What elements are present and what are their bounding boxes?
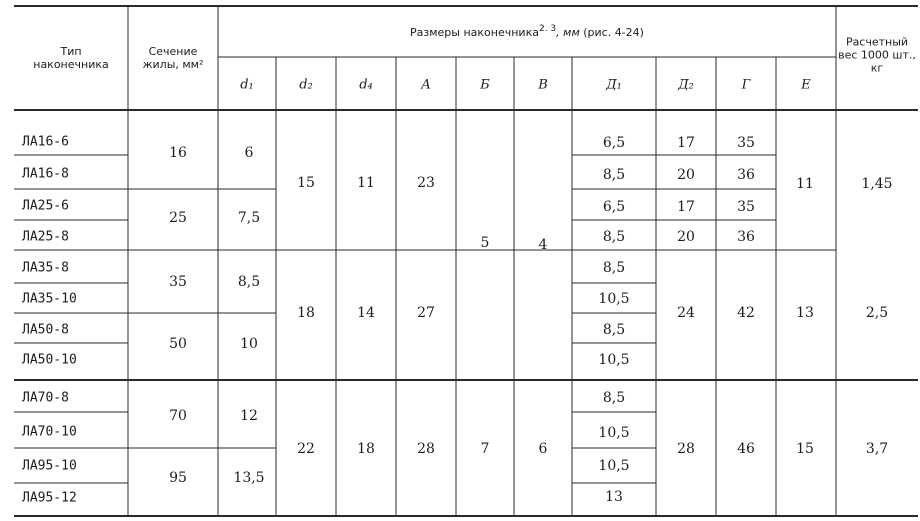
d2-value: 15 — [297, 175, 315, 191]
row-type: ЛА16-6 — [22, 134, 69, 150]
d1-hole-value: 10,5 — [598, 425, 630, 441]
d2-width-value: 17 — [677, 135, 695, 151]
b-value: 7 — [480, 441, 490, 457]
row-type: ЛА70-10 — [22, 424, 77, 440]
d2-width-value: 20 — [677, 167, 695, 183]
g-value: 36 — [737, 229, 755, 245]
d1-value: 13,5 — [233, 470, 265, 486]
d1-hole-value: 8,5 — [602, 167, 626, 183]
v-value: 4 — [538, 237, 548, 253]
v-value: 6 — [538, 441, 548, 457]
d1-value: 12 — [240, 408, 258, 424]
d1-hole-value: 8,5 — [602, 260, 626, 276]
d1-value: 7,5 — [237, 210, 261, 226]
g-value: 35 — [737, 135, 755, 151]
header-dimensions-unit: , мм — [556, 25, 580, 39]
header-dimensions — [227, 23, 827, 39]
d2-value: 18 — [297, 305, 315, 321]
section-value: 95 — [169, 470, 187, 486]
row-type: ЛА16-8 — [22, 166, 69, 182]
weight-value: 2,5 — [865, 305, 889, 321]
d1-hole-value: 10,5 — [598, 352, 630, 368]
d1-hole-value: 10,5 — [598, 291, 630, 307]
d4-value: 11 — [357, 175, 375, 191]
d2-width-value: 24 — [677, 305, 695, 321]
header-weight: Расчетный вес 1000 шт., кг — [838, 35, 916, 75]
row-type: ЛА25-6 — [22, 198, 69, 214]
row-type: ЛА35-8 — [22, 260, 69, 276]
d2-value: 22 — [297, 441, 315, 457]
section-value: 50 — [169, 336, 187, 352]
header-a: А — [421, 77, 431, 93]
header-d2-width: Д₂ — [678, 77, 694, 93]
header-v: В — [538, 77, 548, 93]
header-d1-hole: Д₁ — [606, 77, 622, 93]
header-e: Е — [801, 77, 811, 93]
d1-hole-value: 10,5 — [598, 458, 630, 474]
row-type: ЛА95-10 — [22, 458, 77, 474]
g-value: 42 — [737, 305, 755, 321]
d2-width-value: 28 — [677, 441, 695, 457]
weight-value: 3,7 — [865, 441, 889, 457]
a-value: 27 — [417, 305, 435, 321]
g-value: 36 — [737, 167, 755, 183]
a-value: 23 — [417, 175, 435, 191]
header-type: Тип наконечника — [33, 45, 109, 71]
d1-value: 10 — [240, 336, 258, 352]
header-dimensions-sup: 2. 3 — [538, 24, 557, 35]
d1-hole-value: 6,5 — [602, 135, 626, 151]
section-value: 16 — [169, 145, 187, 161]
header-dimensions-ref: (рис. 4-24) — [583, 25, 644, 39]
d2-width-value: 17 — [677, 199, 695, 215]
e-value: 13 — [796, 305, 814, 321]
b-value: 5 — [480, 235, 490, 251]
a-value: 28 — [417, 441, 435, 457]
section-value: 70 — [169, 408, 187, 424]
d4-value: 14 — [357, 305, 375, 321]
row-type: ЛА50-8 — [22, 322, 69, 338]
g-value: 35 — [737, 199, 755, 215]
section-value: 35 — [169, 274, 187, 290]
header-d4: d₄ — [359, 77, 373, 93]
g-value: 46 — [737, 441, 755, 457]
row-type: ЛА25-8 — [22, 229, 69, 245]
d1-hole-value: 8,5 — [602, 229, 626, 245]
e-value: 15 — [796, 441, 814, 457]
d2-width-value: 20 — [677, 229, 695, 245]
header-b: Б — [480, 77, 490, 93]
d1-value: 8,5 — [237, 274, 261, 290]
d1-value: 6 — [244, 145, 254, 161]
header-section: Сечение жилы, мм² — [142, 45, 204, 71]
d1-hole-value: 8,5 — [602, 322, 626, 338]
header-dimensions-prefix: Размеры наконечника — [410, 25, 539, 39]
header-d2: d₂ — [299, 77, 313, 93]
row-type: ЛА50-10 — [22, 352, 77, 368]
d1-hole-value: 6,5 — [602, 199, 626, 215]
section-value: 25 — [169, 210, 187, 226]
weight-value: 1,45 — [861, 176, 893, 192]
row-type: ЛА35-10 — [22, 291, 77, 307]
d1-hole-value: 8,5 — [602, 390, 626, 406]
header-g: Г — [741, 77, 751, 93]
row-type: ЛА70-8 — [22, 390, 69, 406]
header-d1: d₁ — [240, 77, 254, 93]
d4-value: 18 — [357, 441, 375, 457]
e-value: 11 — [796, 176, 814, 192]
d1-hole-value: 13 — [605, 489, 623, 505]
row-type: ЛА95-12 — [22, 490, 77, 506]
